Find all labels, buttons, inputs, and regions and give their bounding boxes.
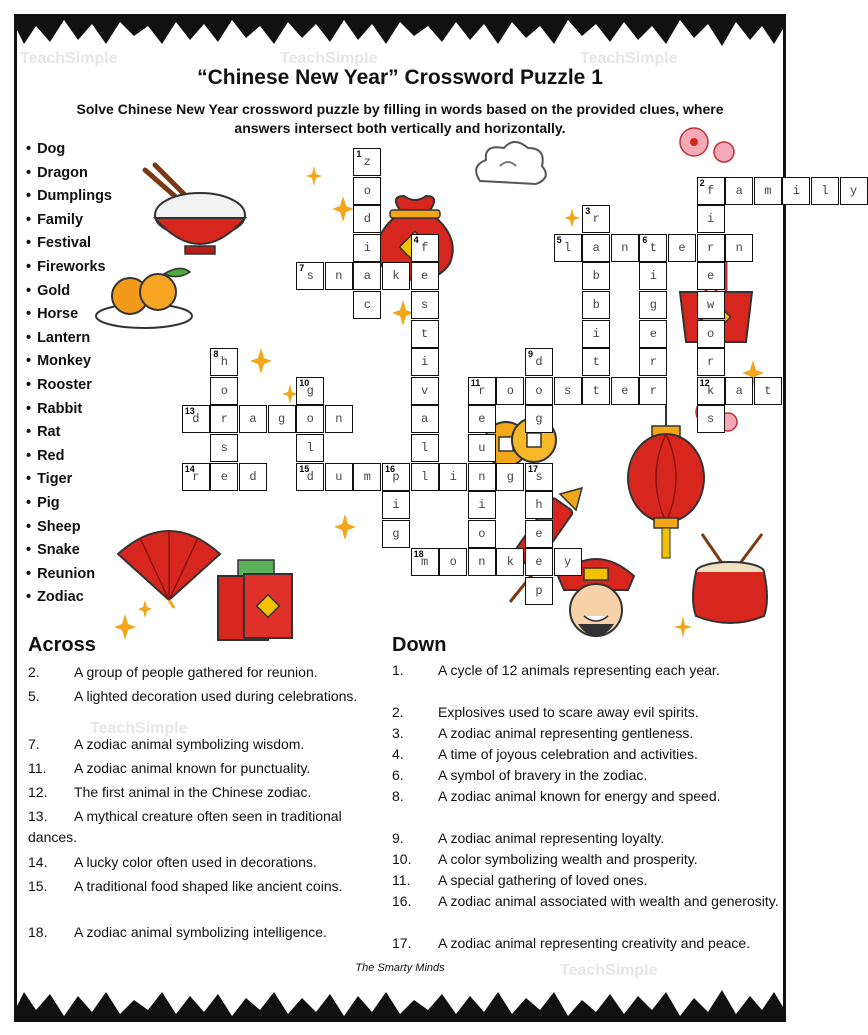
down-clue: 4. A time of joyous celebration and activities. <box>392 746 698 762</box>
crossword-cell[interactable]: d 13 <box>182 405 210 433</box>
down-clue: 17. A zodiac animal representing creativity and peace. <box>392 935 751 951</box>
crossword-cell[interactable]: z 1 <box>353 148 381 176</box>
across-clue: 13. A mythical creature often seen in traditional dances. <box>28 808 342 845</box>
crossword-cell[interactable]: i <box>411 348 439 376</box>
down-heading: Down <box>392 634 447 656</box>
crossword-cell[interactable]: o <box>525 377 553 405</box>
rice-bowl-icon <box>140 160 250 260</box>
crossword-cell[interactable]: s 7 <box>296 262 324 290</box>
crossword-cell[interactable]: g <box>639 291 667 319</box>
clue-number: 8 <box>213 349 219 360</box>
crossword-cell[interactable]: c <box>353 291 381 319</box>
crossword-cell[interactable]: o <box>496 377 524 405</box>
crossword-cell[interactable]: u <box>468 434 496 462</box>
down-clue: 10. A color symbolizing wealth and prosperity. <box>392 851 698 867</box>
sparkle-icon <box>392 300 414 326</box>
bottom-spike-border <box>14 988 786 1022</box>
crossword-cell[interactable]: e <box>210 463 238 491</box>
crossword-cell[interactable]: h <box>525 491 553 519</box>
sparkle-icon <box>674 616 692 638</box>
crossword-cell[interactable]: g 10 <box>296 377 324 405</box>
crossword-cell[interactable]: n <box>325 405 353 433</box>
across-clue: 18. A zodiac animal symbolizing intelligence. <box>28 924 327 940</box>
crossword-cell[interactable]: i <box>353 234 381 262</box>
clue-number: 3 <box>585 206 591 217</box>
word-bank-item: • Pig <box>26 492 112 516</box>
clue-number: 4 <box>413 234 419 245</box>
clue-number: 10 <box>299 377 310 388</box>
crossword-cell[interactable]: u <box>325 463 353 491</box>
watermark: TeachSimple <box>90 720 188 737</box>
crossword-cell[interactable]: l <box>296 434 324 462</box>
word-bank-item: • Zodiac <box>26 586 112 610</box>
crossword-cell[interactable]: a <box>353 262 381 290</box>
word-bank-item: • Lantern <box>26 327 112 351</box>
crossword-cell[interactable]: i <box>582 320 610 348</box>
word-bank-item: • Fireworks <box>26 256 112 280</box>
crossword-cell[interactable]: g <box>268 405 296 433</box>
word-bank-item: • Dumplings <box>26 185 112 209</box>
top-spike-border <box>14 14 786 48</box>
down-clue: 11. A special gathering of loved ones. <box>392 872 648 888</box>
sparkle-icon <box>306 166 322 186</box>
word-bank-item: • Monkey <box>26 350 112 374</box>
crossword-cell[interactable]: o <box>468 520 496 548</box>
word-bank-item: • Tiger <box>26 468 112 492</box>
crossword-cell[interactable]: y <box>840 177 868 205</box>
crossword-cell[interactable]: m <box>754 177 782 205</box>
word-bank-item: • Dog <box>26 138 112 162</box>
clue-number: 12 <box>699 377 710 388</box>
caishen-icon <box>548 546 643 651</box>
crossword-cell[interactable]: i <box>468 491 496 519</box>
crossword-cell[interactable]: i <box>697 205 725 233</box>
crossword-cell[interactable]: r <box>210 405 238 433</box>
crossword-cell[interactable]: t <box>411 320 439 348</box>
crossword-cell[interactable]: r 11 <box>468 377 496 405</box>
oranges-icon <box>92 262 197 332</box>
crossword-cell[interactable]: t <box>582 348 610 376</box>
crossword-cell[interactable]: k <box>382 262 410 290</box>
word-bank-item: • Sheep <box>26 516 112 540</box>
crossword-cell[interactable]: r 3 <box>582 205 610 233</box>
crossword-cell[interactable]: o <box>210 377 238 405</box>
crossword-cell[interactable]: s <box>411 291 439 319</box>
clue-number: 15 <box>299 463 310 474</box>
crossword-cell[interactable]: p <box>525 577 553 605</box>
crossword-cell[interactable]: t <box>754 377 782 405</box>
crossword-cell[interactable]: t <box>582 377 610 405</box>
clue-number: 6 <box>642 234 648 245</box>
crossword-cell[interactable]: d 15 <box>296 463 324 491</box>
word-bank-item: • Red <box>26 445 112 469</box>
word-bank-item: • Horse <box>26 303 112 327</box>
crossword-cell[interactable]: r <box>697 234 725 262</box>
clue-number: 1 <box>356 149 362 159</box>
across-heading: Across <box>28 634 96 656</box>
down-clue: 16. A zodiac animal associated with wealth and generosity. <box>392 893 779 909</box>
crossword-cell[interactable]: e <box>611 377 639 405</box>
word-bank-item: • Rabbit <box>26 398 112 422</box>
sparkle-icon <box>564 208 580 228</box>
crossword-cell[interactable]: w <box>697 291 725 319</box>
crossword-cell[interactable]: e <box>697 262 725 290</box>
crossword-cell[interactable]: s <box>210 434 238 462</box>
across-clue: 5. A lighted decoration used during celebrations. <box>28 688 358 704</box>
footer-credit: The Smarty Minds <box>355 962 445 974</box>
across-clue: 7. A zodiac animal symbolizing wisdom. <box>28 736 305 752</box>
word-bank-item: • Dragon <box>26 162 112 186</box>
crossword-cell[interactable]: e <box>668 234 696 262</box>
clue-number: 11 <box>470 377 481 388</box>
crossword-cell[interactable]: f 4 <box>411 234 439 262</box>
crossword-cell[interactable]: l 5 <box>554 234 582 262</box>
word-bank-item: • Rat <box>26 421 112 445</box>
across-clue: 11. A zodiac animal known for punctuality. <box>28 760 311 776</box>
crossword-cell[interactable]: h 8 <box>210 348 238 376</box>
incense-pot-icon <box>676 230 756 345</box>
word-bank-item: • Festival <box>26 232 112 256</box>
plum-blossom-icon <box>676 124 746 169</box>
watermark: TeachSimple <box>20 50 118 67</box>
clue-number: 16 <box>385 463 396 474</box>
clue-number: 2 <box>699 177 705 188</box>
clue-number: 5 <box>556 234 562 245</box>
word-bank <box>26 138 112 610</box>
crossword-cell[interactable]: m 18 <box>411 548 439 576</box>
crossword-cell[interactable]: i <box>639 262 667 290</box>
crossword-cell[interactable]: n <box>611 234 639 262</box>
down-clue: 9. A zodiac animal representing loyalty. <box>392 830 665 846</box>
word-bank-item: • Family <box>26 209 112 233</box>
across-clue: 2. A group of people gathered for reunion. <box>28 664 318 680</box>
clue-number: 14 <box>184 463 195 474</box>
crossword-cell[interactable]: s 17 <box>525 463 553 491</box>
money-bag-icon <box>370 188 460 283</box>
crossword-cell[interactable]: n <box>468 463 496 491</box>
crossword-cell[interactable]: o <box>439 548 467 576</box>
crossword-cell[interactable]: a <box>725 377 753 405</box>
crossword-cell[interactable]: a <box>582 234 610 262</box>
crossword-cell[interactable]: g <box>496 463 524 491</box>
word-bank-item: • Reunion <box>26 563 112 587</box>
across-clue: 12. The first animal in the Chinese zodiac. <box>28 784 312 800</box>
crossword-cell[interactable]: y <box>554 548 582 576</box>
watermark: TeachSimple <box>560 962 658 979</box>
crossword-cell[interactable]: d <box>239 463 267 491</box>
crossword-cell[interactable]: m <box>353 463 381 491</box>
crossword-cell[interactable]: i <box>439 463 467 491</box>
crossword-cell[interactable]: n <box>725 234 753 262</box>
sparkle-icon <box>138 600 152 618</box>
crossword-cell[interactable]: g <box>525 405 553 433</box>
red-envelope-icon <box>212 556 297 646</box>
sparkle-icon <box>114 614 136 640</box>
crossword-cell[interactable]: s <box>697 405 725 433</box>
crossword-cell[interactable]: l <box>811 177 839 205</box>
crossword-cell[interactable]: o <box>697 320 725 348</box>
crossword-cell[interactable]: i <box>782 177 810 205</box>
clue-number: 9 <box>528 349 534 360</box>
plum-blossom-icon <box>692 394 740 434</box>
crossword-cell[interactable]: e <box>525 548 553 576</box>
crossword-cell[interactable]: l <box>411 463 439 491</box>
crossword-cell[interactable]: v <box>411 377 439 405</box>
across-clue: 15. A traditional food shaped like ancient coins. <box>28 878 343 894</box>
crossword-cell[interactable]: e <box>639 320 667 348</box>
fan-icon <box>112 520 227 610</box>
crossword-cell[interactable]: n <box>468 548 496 576</box>
sparkle-icon <box>332 196 354 222</box>
crossword-cell[interactable]: r 14 <box>182 463 210 491</box>
down-clue: 2. Explosives used to scare away evil spirits. <box>392 704 699 720</box>
page-title: “Chinese New Year” Crossword Puzzle 1 <box>197 66 603 89</box>
crossword-cell[interactable]: p 16 <box>382 463 410 491</box>
crossword-cell[interactable]: s <box>554 377 582 405</box>
crossword-cell[interactable]: a <box>411 405 439 433</box>
instructions: Solve Chinese New Year crossword puzzle by filling in words based on the provided clues, where answers intersect both vertically and horizontally. <box>76 101 724 136</box>
watermark: TeachSimple <box>580 50 678 67</box>
word-bank-item: • Snake <box>26 539 112 563</box>
clue-number: 17 <box>528 463 539 474</box>
crossword-cell[interactable]: r <box>697 348 725 376</box>
word-bank-item: • Gold <box>26 280 112 304</box>
coins-icon <box>480 412 562 474</box>
watermark: TeachSimple <box>280 50 378 67</box>
clue-number: 18 <box>413 549 424 560</box>
crossword-cell[interactable]: r <box>639 348 667 376</box>
crossword-cell[interactable]: l <box>411 434 439 462</box>
sparkle-icon <box>282 384 298 404</box>
word-bank-item: • Rooster <box>26 374 112 398</box>
crossword-cell[interactable]: b <box>582 262 610 290</box>
cloud-icon <box>470 136 550 196</box>
clue-number: 13 <box>184 406 195 417</box>
down-clue: 1. A cycle of 12 animals representing each year. <box>392 662 720 678</box>
crossword-cell[interactable]: o <box>296 405 324 433</box>
sparkle-icon <box>742 360 764 386</box>
crossword-cell[interactable]: g <box>382 520 410 548</box>
crossword-cell[interactable]: a <box>239 405 267 433</box>
crossword-cell[interactable]: f 2 <box>697 177 725 205</box>
crossword-cell[interactable]: a <box>725 177 753 205</box>
crossword-cell[interactable]: n <box>325 262 353 290</box>
crossword-cell[interactable]: o <box>353 177 381 205</box>
sparkle-icon <box>334 514 356 540</box>
crossword-cell[interactable]: d 9 <box>525 348 553 376</box>
down-clue: 3. A zodiac animal representing gentleness. <box>392 725 694 741</box>
clue-number: 7 <box>299 263 305 274</box>
crossword-cell[interactable]: e <box>525 520 553 548</box>
crossword-cell[interactable]: e <box>411 262 439 290</box>
crossword-cell[interactable]: i <box>382 491 410 519</box>
down-clue: 8. A zodiac animal known for energy and speed. <box>392 788 721 804</box>
down-clue: 6. A symbol of bravery in the zodiac. <box>392 767 648 783</box>
drum-icon <box>684 530 776 630</box>
crossword-cell[interactable]: e <box>468 405 496 433</box>
crossword-cell[interactable]: b <box>582 291 610 319</box>
crossword-cell[interactable]: k <box>496 548 524 576</box>
across-clue: 14. A lucky color often used in decorations. <box>28 854 317 870</box>
crossword-cell[interactable]: r <box>639 377 667 405</box>
crossword-cell[interactable]: k 12 <box>697 377 725 405</box>
sparkle-icon <box>250 348 272 374</box>
crossword-cell[interactable]: t 6 <box>639 234 667 262</box>
crossword-cell[interactable]: d <box>353 205 381 233</box>
